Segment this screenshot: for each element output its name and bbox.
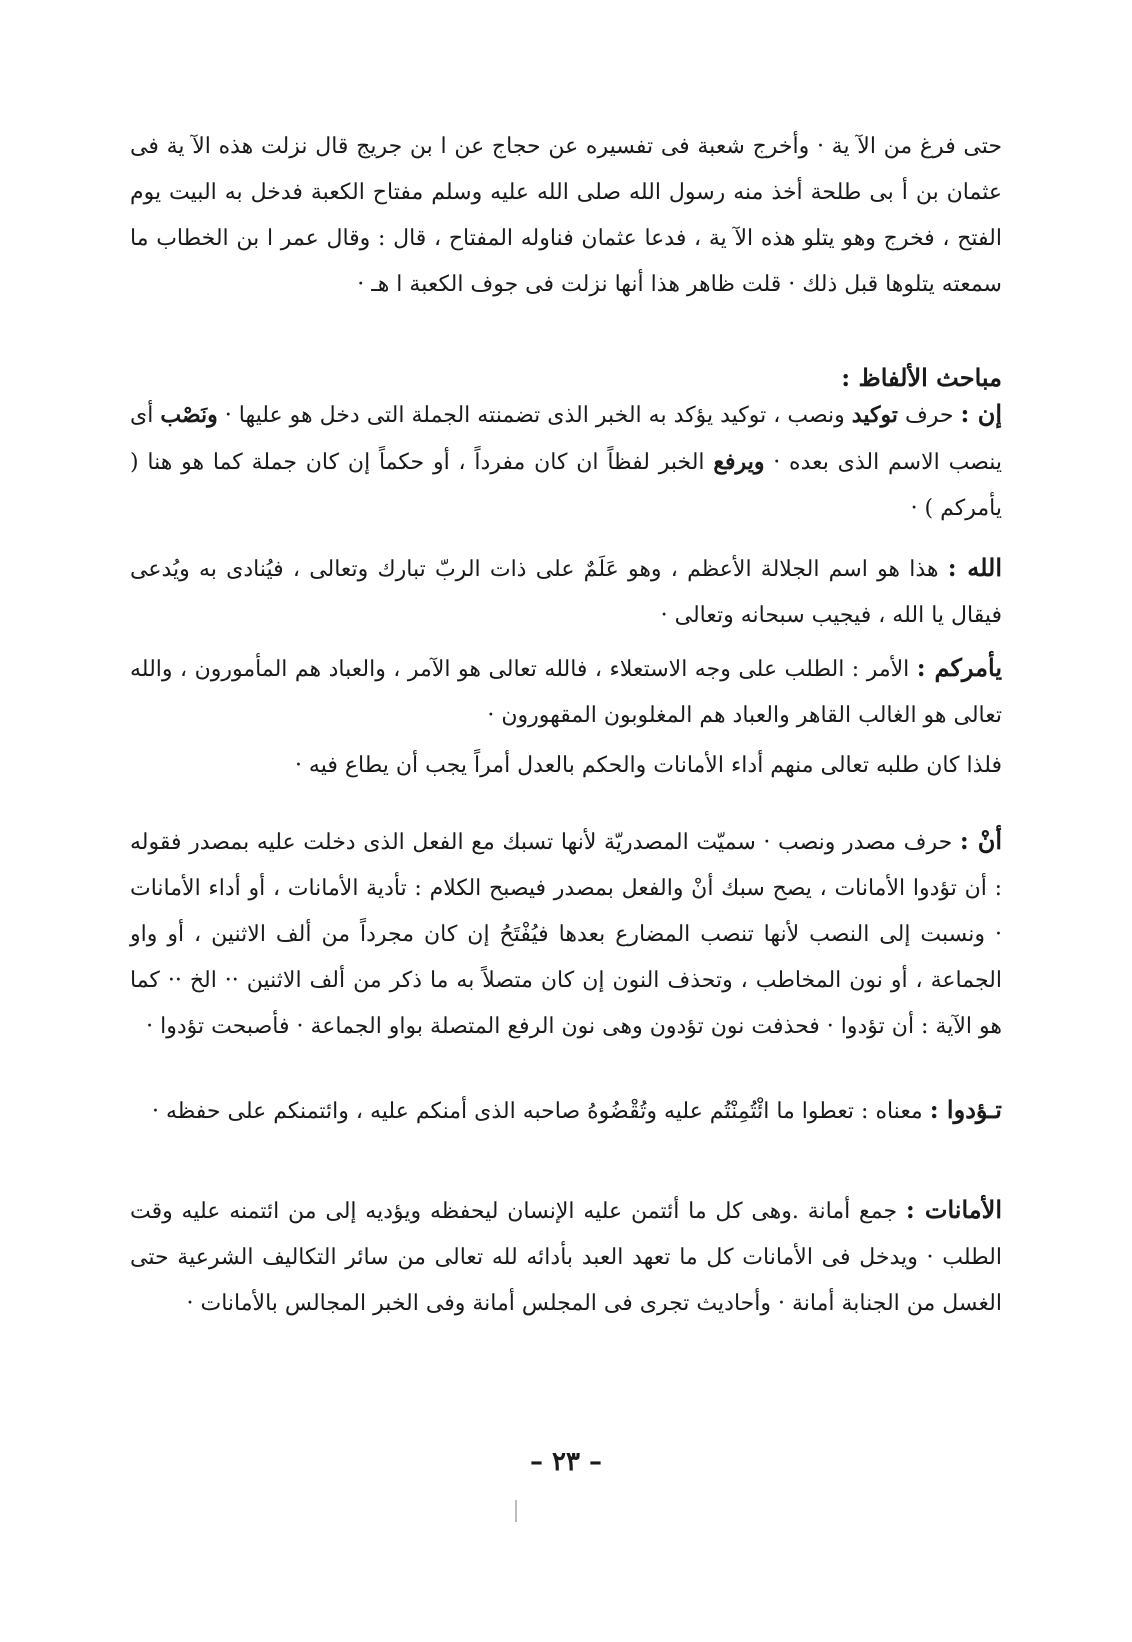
scan-speck xyxy=(515,1500,517,1522)
entry-amanat xyxy=(130,1187,1002,1327)
entry-inna-text-4: الخبر لفظاً ان كان مفرداً ، أو حكماً إن كان جملة كما هو هنا ( يأمركم ) · xyxy=(130,450,1002,521)
term-tuaddu: تـؤدوا : xyxy=(929,1095,1002,1124)
page-number: – ٢٣ – xyxy=(529,1447,603,1477)
entry-yamurukum xyxy=(130,645,1002,739)
term-amanat: الأمانات : xyxy=(905,1195,1002,1224)
entry-yamurukum-text: الأمر : الطلب على وجه الاستعلاء ، فالله تعالى هو الآمر ، والعباد هم المأمورون ، والله تعالى هو الغالب القاهر والعباد هم المغلوبون المقهورون · xyxy=(130,657,1002,728)
entry-amanat-text: جمع أمانة .وهى كل ما أئتمن عليه الإنسان ليحفظه ويؤديه إلى من ائتمنه عليه وقت الطلب · ويدخل فى الأمانات كل ما تعهد العبد بأدائه لله تعالى من سائر التكاليف الشرعية حتى الغسل من الجنابة أمانة · وأحاديث تجرى فى المجلس أمانة وفى الخبر المجالس بالأمانات · xyxy=(130,1199,1002,1316)
entry-tuaddu xyxy=(130,1087,1002,1135)
intro-paragraph xyxy=(130,124,1002,308)
term-yamurukum: يأمركم : xyxy=(916,653,1002,682)
term-inna: إن : xyxy=(960,399,1002,428)
entry-allah xyxy=(130,545,1002,639)
section-heading: مباحث الألفاظ : xyxy=(841,363,1002,392)
entry-inna-text-2: ونصب ، توكيد يؤكد به الخبر الذى تضمنته الجملة التى دخل هو عليها · xyxy=(217,403,852,428)
term-an: أنْ : xyxy=(959,826,1002,855)
entry-inna xyxy=(130,391,1002,532)
entry-tuaddu-text: معناه : تعطوا ما ائْتُمِنْتُم عليه وتُقْضُوهُ صاحبه الذى أمنكم عليه ، وائتمنكم على حفظه · xyxy=(151,1099,930,1124)
entry-inna-text-3: أى ينصب الاسم الذى بعده · xyxy=(130,403,1003,475)
paragraph-falamma xyxy=(130,743,1002,789)
keyword-nasb: ونَصْب xyxy=(160,402,218,428)
entry-allah-text: هذا هو اسم الجلالة الأعظم ، وهو عَلَمٌ على ذات الربّ تبارك وتعالى ، فيُنادى به ويُدعى فيقال يا الله ، فيجيب سبحانه وتعالى · xyxy=(130,557,1002,628)
entry-inna-text-1: حرف xyxy=(897,403,961,428)
intro-text: حتى فرغ من الآ ية · وأخرج شعبة فى تفسيره عن حجاج عن ا بن جريج قال نزلت هذه الآ ية فى عثمان بن أ بى طلحة أخذ منه رسول الله صلى الله عليه وسلم مفتاح الكعبة فدخل به البيت يوم الفتح ، فخرج وهو يتلو هذه الآ ية ، فدعا عثمان فناوله المفتاح ، قال : وقال عمر ا بن الخطاب ما سمعته يتلوها قبل ذلك · قلت ظاهر هذا أنها نزلت فى جوف الكعبة ا هـ · xyxy=(130,134,1002,297)
keyword-tawkid: توكيد xyxy=(851,402,898,428)
entry-an-text: حرف مصدر ونصب · سميّت المصدريّة لأنها تسبك مع الفعل الذى دخلت عليه بمصدر فقوله : أن تؤدوا الأمانات ، يصح سبك أنْ والفعل بمصدر فيصبح الكلام : تأدية الأمانات ، أو أداء الأمانات · ونسبت إلى النصب لأنها تنصب المضارع بعدها فيُفْتَحُ إن كان مجرداً من ألف الاثنين ، أو واو الجماعة ، أو نون المخاطب ، وتحذف النون إن كان متصلاً به ما ذكر من ألف الاثنين ·· الخ ·· كما هو الآية : أن تؤدوا · فحذفت نون تؤدون وهى نون الرفع المتصلة بواو الجماعة · فأصبحت تؤدوا · xyxy=(130,830,1002,1039)
falamma-text: فلذا كان طلبه تعالى منهم أداء الأمانات والحكم بالعدل أمراً يجب أن يطاع فيه · xyxy=(294,753,1002,778)
entry-an xyxy=(130,818,1002,1050)
keyword-yarfa: ويرفع xyxy=(713,449,765,475)
term-allah: الله : xyxy=(947,553,1002,582)
